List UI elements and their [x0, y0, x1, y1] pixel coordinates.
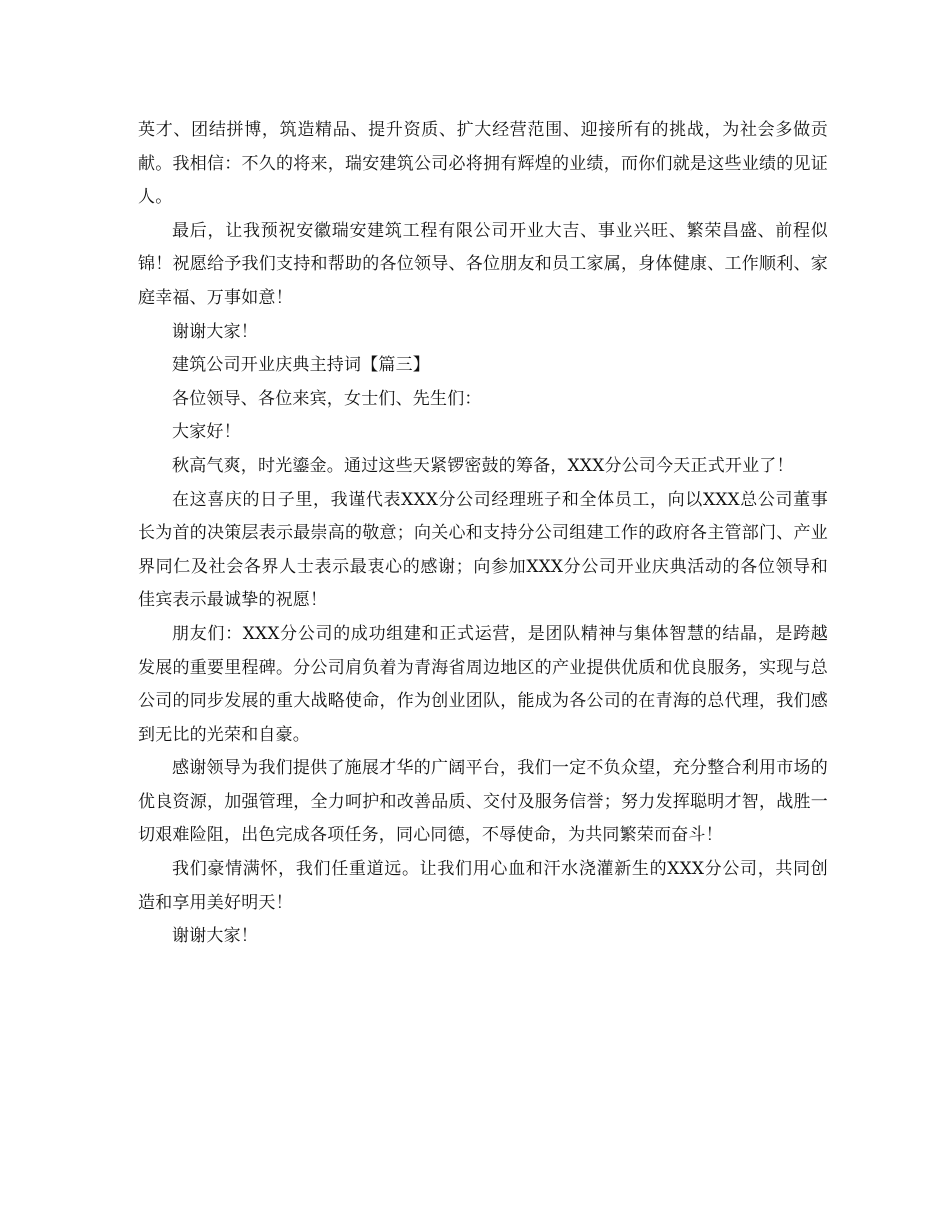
paragraph: 最后，让我预祝安徽瑞安建筑工程有限公司开业大吉、事业兴旺、繁荣昌盛、前程似锦！祝愿给予我们支持和帮助的各位领导、各位朋友和员工家属，身体健康、工作顺利、家庭幸福、万事如意！: [138, 220, 828, 308]
paragraph: 在这喜庆的日子里，我谨代表XXX分公司经理班子和全体员工，向以XXX总公司董事长为首的决策层表示最崇高的敬意；向关心和支持分公司组建工作的政府各主管部门、产业界同仁及社会各界人士表示最衷心的感谢；向参加XXX分公司开业庆典活动的各位领导和佳宾表示最诚挚的祝愿！: [138, 489, 828, 611]
paragraph: 英才、团结拼博，筑造精品、提升资质、扩大经营范围、迎接所有的挑战，为社会多做贡献。我相信：不久的将来，瑞安建筑公司必将拥有辉煌的业绩，而你们就是这些业绩的见证人。: [138, 120, 828, 208]
document-body: [138, 114, 828, 954]
paragraph: 朋友们：XXX分公司的成功组建和正式运营，是团队精神与集体智慧的结晶，是跨越发展的重要里程碑。分公司肩负着为青海省周边地区的产业提供优质和优良服务，实现与总公司的同步发展的重大战略使命，作为创业团队，能成为各公司的在青海的总代理，我们感到无比的光荣和自豪。: [138, 623, 828, 745]
greeting: 大家好！: [172, 422, 241, 443]
salutation: 各位领导、各位来宾，女士们、先生们：: [172, 388, 482, 409]
paragraph: 我们豪情满怀，我们任重道远。让我们用心血和汗水浇灌新生的XXX分公司，共同创造和享用美好明天！: [138, 859, 828, 913]
section-heading: 建筑公司开业庆典主持词【篇三】: [172, 355, 430, 376]
paragraph: 秋高气爽，时光鎏金。通过这些天紧锣密鼓的筹备，XXX分公司今天正式开业了！: [172, 455, 794, 476]
paragraph: 感谢领导为我们提供了施展才华的广阔平台，我们一定不负众望，充分整合利用市场的优良资源，加强管理，全力呵护和改善品质、交付及服务信誉；努力发挥聪明才智，战胜一切艰难险阻，出色完成各项任务，同心同德，不辱使命，为共同繁荣而奋斗！: [138, 758, 828, 846]
closing: 谢谢大家！: [172, 926, 258, 947]
paragraph: 谢谢大家！: [172, 321, 258, 342]
